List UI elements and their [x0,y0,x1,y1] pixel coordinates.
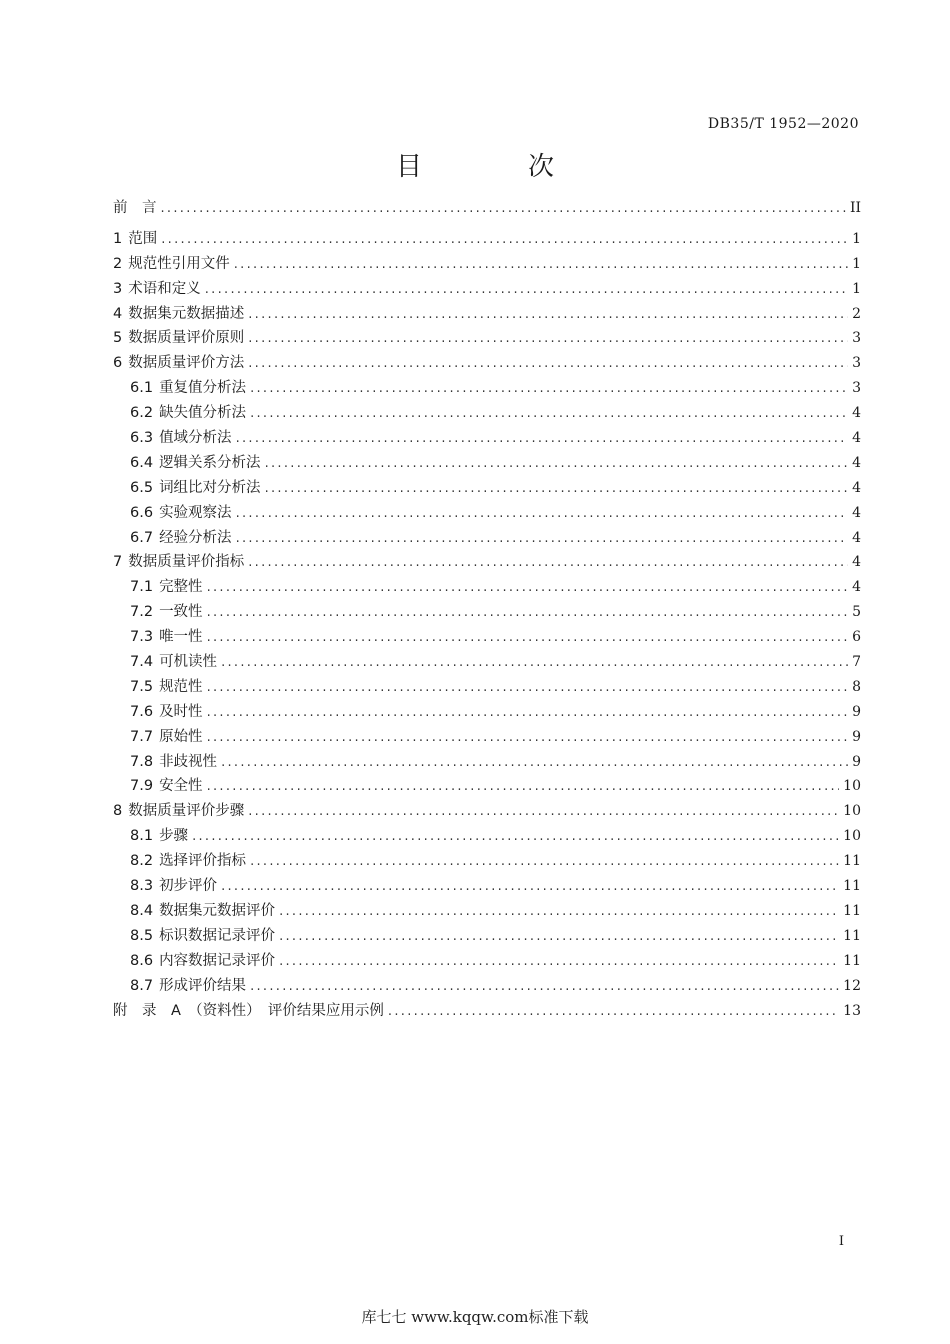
toc-entry-title: 初步评价 [159,878,218,895]
toc-entry[interactable] [113,700,861,725]
toc-entry-number: 4 [113,305,123,322]
toc-leader-dots [192,829,839,844]
toc-entry[interactable] [113,575,861,600]
toc-entry[interactable] [113,376,861,401]
toc-entry-number: 6.7 [130,529,154,546]
toc-entry-number: 2 [113,255,123,272]
toc-leader-dots [250,854,839,869]
toc-entry-number: 8.1 [130,828,154,845]
toc-leader-dots [207,630,849,645]
toc-entry-number: 7.2 [130,604,154,621]
toc-entry-title: 术语和定义 [128,280,201,297]
toc-entry-page: 11 [843,952,861,969]
toc-entry-number: 8.3 [130,878,154,895]
toc-entry-page: 4 [852,529,861,546]
toc-entry-page: 1 [852,255,861,272]
toc-leader-dots [207,779,840,794]
toc-entry[interactable] [113,196,861,221]
toc-entry-title: 标识数据记录评价 [159,927,276,944]
toc-entry-number: 8.6 [130,952,154,969]
toc-leader-dots [207,730,849,745]
toc-entry-number: 8.5 [130,927,154,944]
toc-entry-page: 3 [852,330,861,347]
toc-leader-dots [388,1004,839,1019]
toc-entry[interactable] [113,351,861,376]
toc-entry-number: 1 [113,230,123,247]
toc-leader-dots [221,655,848,670]
toc-entry-number: 5 [113,330,123,347]
toc-entry-page: 4 [852,479,861,496]
toc-entry[interactable] [113,874,861,899]
toc-entry-page: 2 [852,305,861,322]
toc-leader-dots [161,232,848,247]
toc-leader-dots [250,979,839,994]
toc-entry[interactable] [113,625,861,650]
toc-leader-dots [265,456,849,471]
toc-entry[interactable] [113,824,861,849]
toc-leader-dots [207,705,849,720]
toc-leader-dots [279,954,839,969]
toc-entry-number: 6.3 [130,430,154,447]
toc-entry-number: 6.4 [130,454,154,471]
toc-entry-number: 7.3 [130,629,154,646]
toc-leader-dots [221,879,839,894]
toc-entry-number: 8.4 [130,902,154,919]
toc-entry-title: 及时性 [159,703,203,720]
toc-entry[interactable] [113,725,861,750]
toc-entry[interactable] [113,302,861,327]
toc-entry[interactable] [113,750,861,775]
toc-leader-dots [161,201,846,216]
toc-entry-page: 10 [843,778,861,795]
toc-entry[interactable] [113,526,861,551]
toc-entry-page: 4 [852,405,861,422]
toc-entry-number: 7.9 [130,778,154,795]
toc-entry-number: 6.5 [130,479,154,496]
toc-leader-dots [207,605,849,620]
toc-entry-title: 数据质量评价原则 [128,330,245,347]
toc-entry[interactable] [113,974,861,999]
toc-entry-title: 原始性 [159,728,203,745]
toc-entry-title: 实验观察法 [159,504,232,521]
toc-entry-title: 步骤 [159,828,189,845]
toc-entry-title: 数据质量评价指标 [128,554,245,571]
toc-entry-title: 安全性 [159,778,203,795]
toc-entry-number: 7.6 [130,703,154,720]
toc-entry[interactable] [113,227,861,252]
document-code: DB35/T 1952—2020 [707,116,859,132]
toc-entry-page: 1 [852,280,861,297]
toc-entry-title: 数据质量评价步骤 [128,803,245,820]
toc-entry-title: 重复值分析法 [159,380,247,397]
toc-entry-number: 7.1 [130,579,154,596]
toc-entry-title: 词组比对分析法 [159,479,261,496]
toc-entry[interactable] [113,899,861,924]
watermark-text: 库七七 www.kqqw.com标准下载 [361,1308,589,1326]
toc-entry-page: 3 [852,380,861,397]
toc-entry[interactable] [113,326,861,351]
toc-entry-title: 范围 [128,230,158,247]
toc-entry-page: 12 [843,977,861,994]
toc-leader-dots [236,506,849,521]
toc-entry-page: 4 [852,554,861,571]
toc-entry[interactable] [113,999,861,1024]
toc-leader-dots [265,481,849,496]
toc-entry-page: 4 [852,504,861,521]
toc-entry-title: 规范性 [159,678,203,695]
toc-entry-title: 内容数据记录评价 [159,952,276,969]
toc-entry-page: 3 [852,355,861,372]
toc-entry-title: 规范性引用文件 [128,255,230,272]
toc-entry[interactable] [113,774,861,799]
toc-entry-number: 6.6 [130,504,154,521]
toc-entry[interactable] [113,550,861,575]
toc-entry-page: 1 [852,230,861,247]
page-number: I [838,1234,844,1249]
toc-entry[interactable] [113,849,861,874]
toc-entry[interactable] [113,401,861,426]
toc-leader-dots [250,406,848,421]
toc-leader-dots [207,680,849,695]
toc-entry-number: 7.7 [130,728,154,745]
toc-entry[interactable] [113,426,861,451]
toc-entry-page: 6 [852,629,861,646]
toc-leader-dots [279,929,839,944]
toc-entry-title: 缺失值分析法 [159,405,247,422]
toc-leader-dots [234,257,848,272]
toc-entry-title: 经验分析法 [159,529,232,546]
toc-entry-title: 值域分析法 [159,430,232,447]
page-title: 目 次 [395,152,594,182]
toc-leader-dots [248,804,839,819]
toc-entry-number: 7.8 [130,753,154,770]
toc-entry[interactable] [113,924,861,949]
toc-entry[interactable] [113,675,861,700]
toc-entry-number: 8.7 [130,977,154,994]
toc-entry-title: 可机读性 [159,654,218,671]
toc-entry-page: 8 [852,678,861,695]
toc-leader-dots [205,282,848,297]
toc-entry[interactable] [113,650,861,675]
toc-leader-dots [248,307,848,322]
toc-entry-title: 数据集元数据评价 [159,902,276,919]
toc-entry-page: 4 [852,454,861,471]
toc-entry-page: 4 [852,579,861,596]
toc-leader-dots [236,431,849,446]
toc-leader-dots [236,531,849,546]
toc-entry-page: 9 [852,728,861,745]
toc-entry[interactable] [113,799,861,824]
toc-entry-number: 8 [113,803,123,820]
toc-leader-dots [248,555,848,570]
toc-entry-page: 11 [843,927,861,944]
toc-entry[interactable] [113,277,861,302]
toc-entry-title: 一致性 [159,604,203,621]
toc-entry[interactable] [113,252,861,277]
toc-leader-dots [248,331,848,346]
toc-entry-title: 逻辑关系分析法 [159,454,261,471]
toc-entry-title: 数据质量评价方法 [128,355,245,372]
toc-entry-number: 7.5 [130,678,154,695]
toc-entry-page: 9 [852,753,861,770]
toc-entry-page: 11 [843,878,861,895]
toc-leader-dots [250,381,848,396]
toc-entry-title: 前 言 [113,200,157,216]
toc-entry[interactable] [113,949,861,974]
toc-entry-page: 11 [843,853,861,870]
toc-entry-number: 7 [113,554,123,571]
toc-entry-number: 6.1 [130,380,154,397]
toc-entry-title: 选择评价指标 [159,853,247,870]
toc-entry-title: 完整性 [159,579,203,596]
toc-entry[interactable] [113,476,861,501]
toc-entry-page: 4 [852,430,861,447]
toc-entry-title: 唯一性 [159,629,203,646]
toc-entry-title: 非歧视性 [159,753,218,770]
toc-entry-title: 数据集元数据描述 [128,305,245,322]
toc-entry-page: 9 [852,703,861,720]
toc-leader-dots [279,904,839,919]
toc-entry-number: 7.4 [130,654,154,671]
toc-entry-number: 8.2 [130,853,154,870]
toc-entry-page: 13 [843,1002,861,1019]
toc-entry-number: 6.2 [130,405,154,422]
toc-entry-number: 3 [113,280,123,297]
toc-entry-title: 形成评价结果 [159,977,247,994]
toc-entry[interactable] [113,501,861,526]
toc-entry[interactable] [113,600,861,625]
toc-entry-number: 6 [113,355,123,372]
toc-entry-page: 11 [843,902,861,919]
toc-entry-title: 附 录 A （资料性） 评价结果应用示例 [113,1002,384,1019]
toc-leader-dots [221,755,848,770]
toc-entry-page: 7 [852,654,861,671]
table-of-contents [113,196,861,1023]
toc-entry[interactable] [113,451,861,476]
toc-entry-page: 10 [843,828,861,845]
toc-entry-page: 5 [852,604,861,621]
toc-entry-page: II [849,200,861,216]
toc-leader-dots [248,356,848,371]
toc-entry-page: 10 [843,803,861,820]
toc-leader-dots [207,580,849,595]
